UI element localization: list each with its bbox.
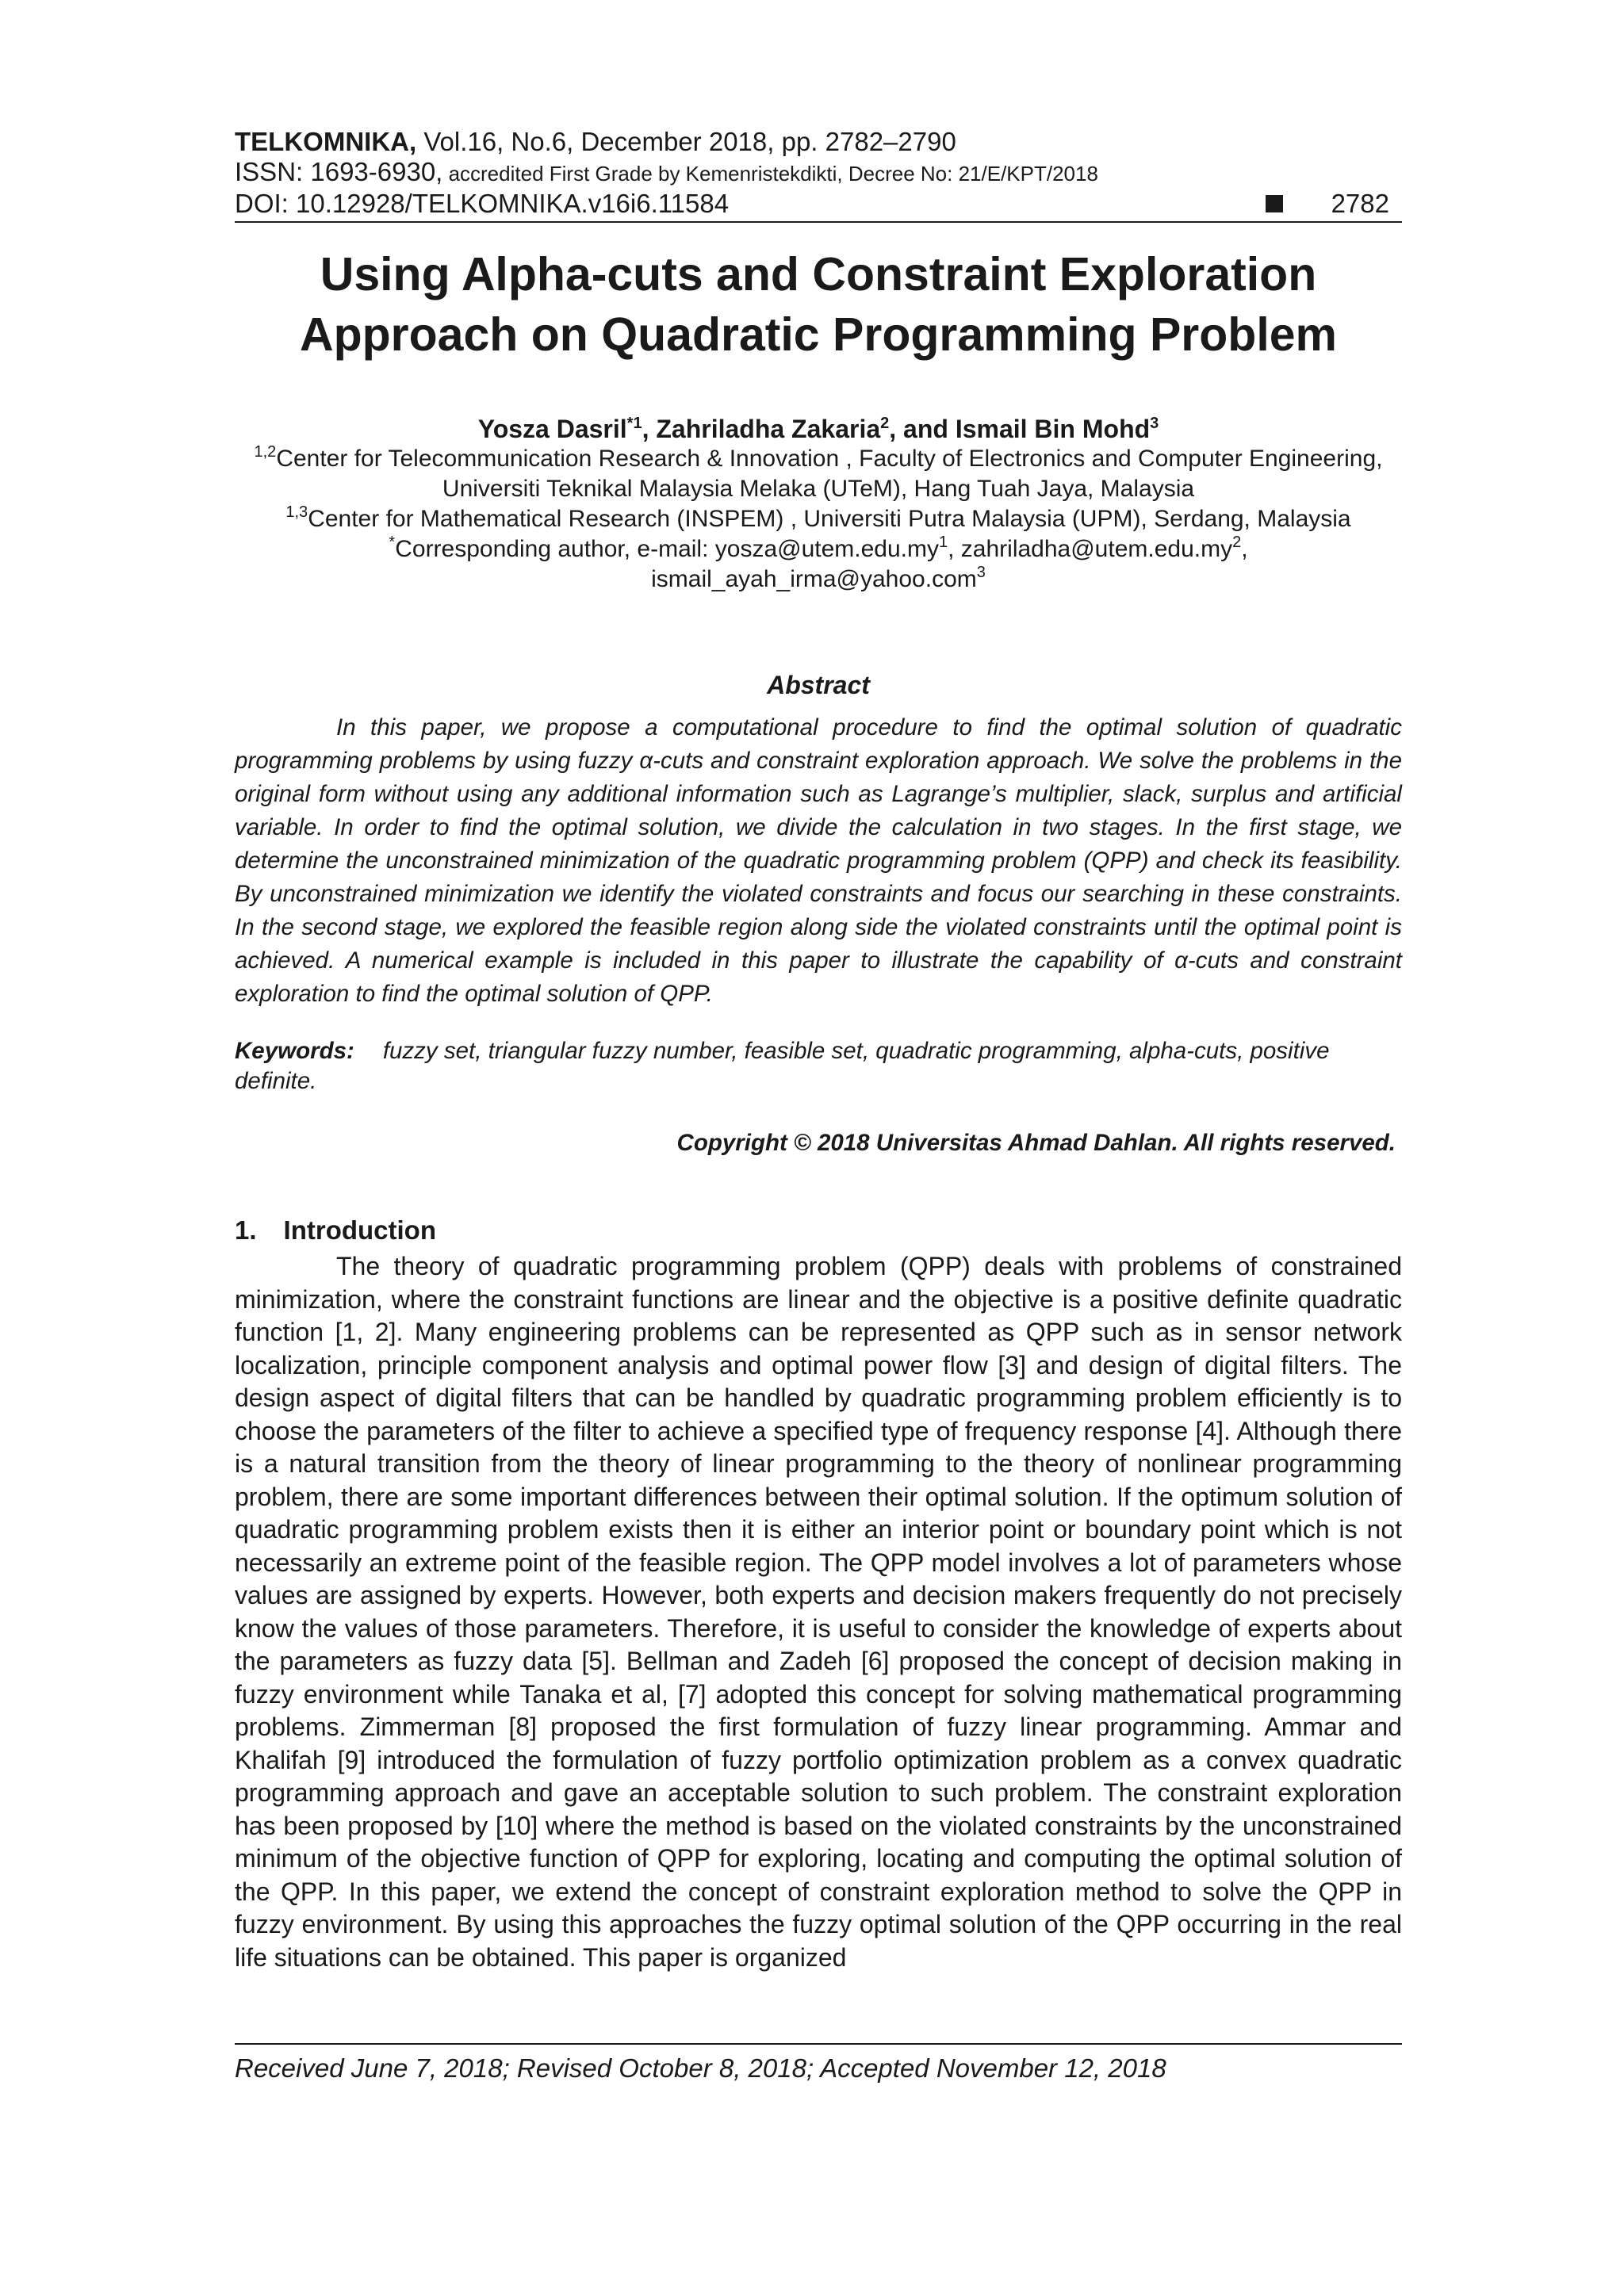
paper-title <box>235 244 1402 365</box>
journal-citation-line <box>235 127 1402 157</box>
journal-name: TELKOMNIKA, <box>235 127 417 156</box>
affiliation-2-text: Center for Mathematical Research (INSPEM) , Universiti Putra Malaysia (UPM), Serdang, Malaysia <box>308 506 1351 532</box>
copyright-notice: Copyright © 2018 Universitas Ahmad Dahlan. All rights reserved. <box>676 1130 1396 1156</box>
affiliation-1-line-2: Universiti Teknikal Malaysia Melaka (UTeM), Hang Tuah Jaya, Malaysia <box>442 476 1195 502</box>
footer-rule <box>235 2043 1402 2045</box>
square-bullet-icon <box>1266 195 1283 212</box>
corr-sup-2: 2 <box>1232 534 1242 551</box>
introduction-body <box>235 1250 1402 1974</box>
abstract-heading: Abstract <box>767 671 870 699</box>
accreditation: accredited First Grade by Kemenristekdikti, Decree No: 21/E/KPT/2018 <box>442 162 1098 186</box>
journal-header <box>235 127 1402 219</box>
title-line-1: Using Alpha-cuts and Constraint Exploration <box>320 248 1317 300</box>
received-dates: Received June 7, 2018; Revised October 8, 2018; Accepted November 12, 2018 <box>235 2053 1166 2083</box>
corr-sup: * <box>389 534 396 551</box>
section-number: 1. <box>235 1215 257 1245</box>
affiliation-1 <box>235 444 1402 474</box>
section-heading <box>235 1215 1402 1246</box>
header-rule <box>235 221 1402 223</box>
author-1: Yosza Dasril <box>477 415 627 443</box>
introduction-paragraph: The theory of quadratic programming problem (QPP) deals with problems of constrained minimization, where the constraint functions are linear and the objective is a positive definite quadratic function [1, 2]. Many engineering problems can be represented as QPP such as in sensor network localization, principle component analysis and optimal power flow [3] and design of digital filters. The design aspect of digital filters that can be handled by quadratic programming problem efficiently is to choose the parameters of the filter to achieve a specified type of frequency response [4]. Although there is a natural transition from the theory of linear programming to the theory of nonlinear programming problem, there are some important differences between their optimal solution. If the optimum solution of quadratic programming problem exists then it is either an interior point or boundary point which is not necessarily an extreme point of the feasible region. The QPP model involves a lot of parameters whose values are assigned by experts. However, both experts and decision makers frequently do not precisely know the values of those parameters. Therefore, it is useful to consider the knowledge of experts about the parameters as fuzzy data [5]. Bellman and Zadeh [6] proposed the concept of decision making in fuzzy environment while Tanaka et al, [7] adopted this concept for solving mathematical programming problems. Zimmerman [8] proposed the first formulation of fuzzy linear programming. Ammar and Khalifah [9] introduced the formulation of fuzzy portfolio optimization problem as a convex quadratic programming approach and gave an acceptable solution to such problem. The constraint exploration has been proposed by [10] where the method is based on the violated constraints by the unconstrained minimum of the objective function of QPP for exploring, locating and computing the optimal solution of the QPP. In this paper, we extend the concept of constraint exploration method to solve the QPP in fuzzy environment. By using this approaches the fuzzy optimal solution of the QPP occurring in the real life situations can be obtained. This paper is organized <box>235 1252 1402 1972</box>
abstract-body <box>235 711 1402 1011</box>
keywords-label: Keywords: <box>235 1038 354 1064</box>
affiliation-2 <box>235 504 1402 534</box>
page-number: 2782 <box>1331 189 1389 218</box>
corr-email-2: , zahriladha@utem.edu.my <box>948 536 1233 562</box>
email-3: ismail_ayah_irma@yahoo.com <box>651 566 977 592</box>
author-2: , Zahriladha Zakaria <box>642 415 881 443</box>
title-line-2: Approach on Quadratic Programming Problem <box>299 308 1338 361</box>
author-1-sup: *1 <box>626 415 642 432</box>
author-names <box>235 414 1402 444</box>
keywords <box>235 1036 1402 1096</box>
keywords-text: fuzzy set, triangular fuzzy number, feasible set, quadratic programming, alpha-cuts, positive definite. <box>235 1038 1330 1094</box>
corr-text: Corresponding author, e-mail: yosza@utem.edu.my <box>395 536 939 562</box>
corr-end: , <box>1241 536 1248 562</box>
section-title: Introduction <box>283 1215 436 1245</box>
abstract-paragraph: In this paper, we propose a computational procedure to find the optimal solution of quadratic programming problems by using fuzzy α-cuts and constraint exploration approach. We solve the problems in the original form without using any additional information such as Lagrange’s multiplier, slack, surplus and artificial variable. In order to find the optimal solution, we divide the calculation in two stages. In the first stage, we determine the unconstrained minimization of the quadratic programming problem (QPP) and check its feasibility. By unconstrained minimization we identify the violated constraints and focus our searching in these constraints. In the second stage, we explored the feasible region along side the violated constraints until the optimal point is achieved. A numerical example is included in this paper to illustrate the capability of α-cuts and constraint exploration to find the optimal solution of QPP. <box>235 714 1402 1007</box>
corresponding-author <box>235 534 1402 564</box>
doi: DOI: 10.12928/TELKOMNIKA.v16i6.11584 <box>235 189 730 218</box>
author-3: , and Ismail Bin Mohd <box>889 415 1151 443</box>
issn: ISSN: 1693-6930, <box>235 157 443 186</box>
email-3-line <box>235 564 1402 595</box>
email-3-sup: 3 <box>976 564 986 581</box>
author-2-sup: 2 <box>880 415 890 432</box>
corr-sup-1: 1 <box>939 534 948 551</box>
affiliation-2-sup: 1,3 <box>285 503 308 521</box>
author-3-sup: 3 <box>1150 415 1159 432</box>
affiliation-1-sup: 1,2 <box>254 443 277 461</box>
issn-line <box>235 157 1402 189</box>
journal-issue: Vol.16, No.6, December 2018, pp. 2782–2790 <box>416 127 956 156</box>
doi-line <box>235 189 1402 219</box>
affiliation-1-line-1: Center for Telecommunication Research & Innovation , Faculty of Electronics and Computer Engineering, <box>276 446 1383 472</box>
author-block <box>235 414 1402 595</box>
